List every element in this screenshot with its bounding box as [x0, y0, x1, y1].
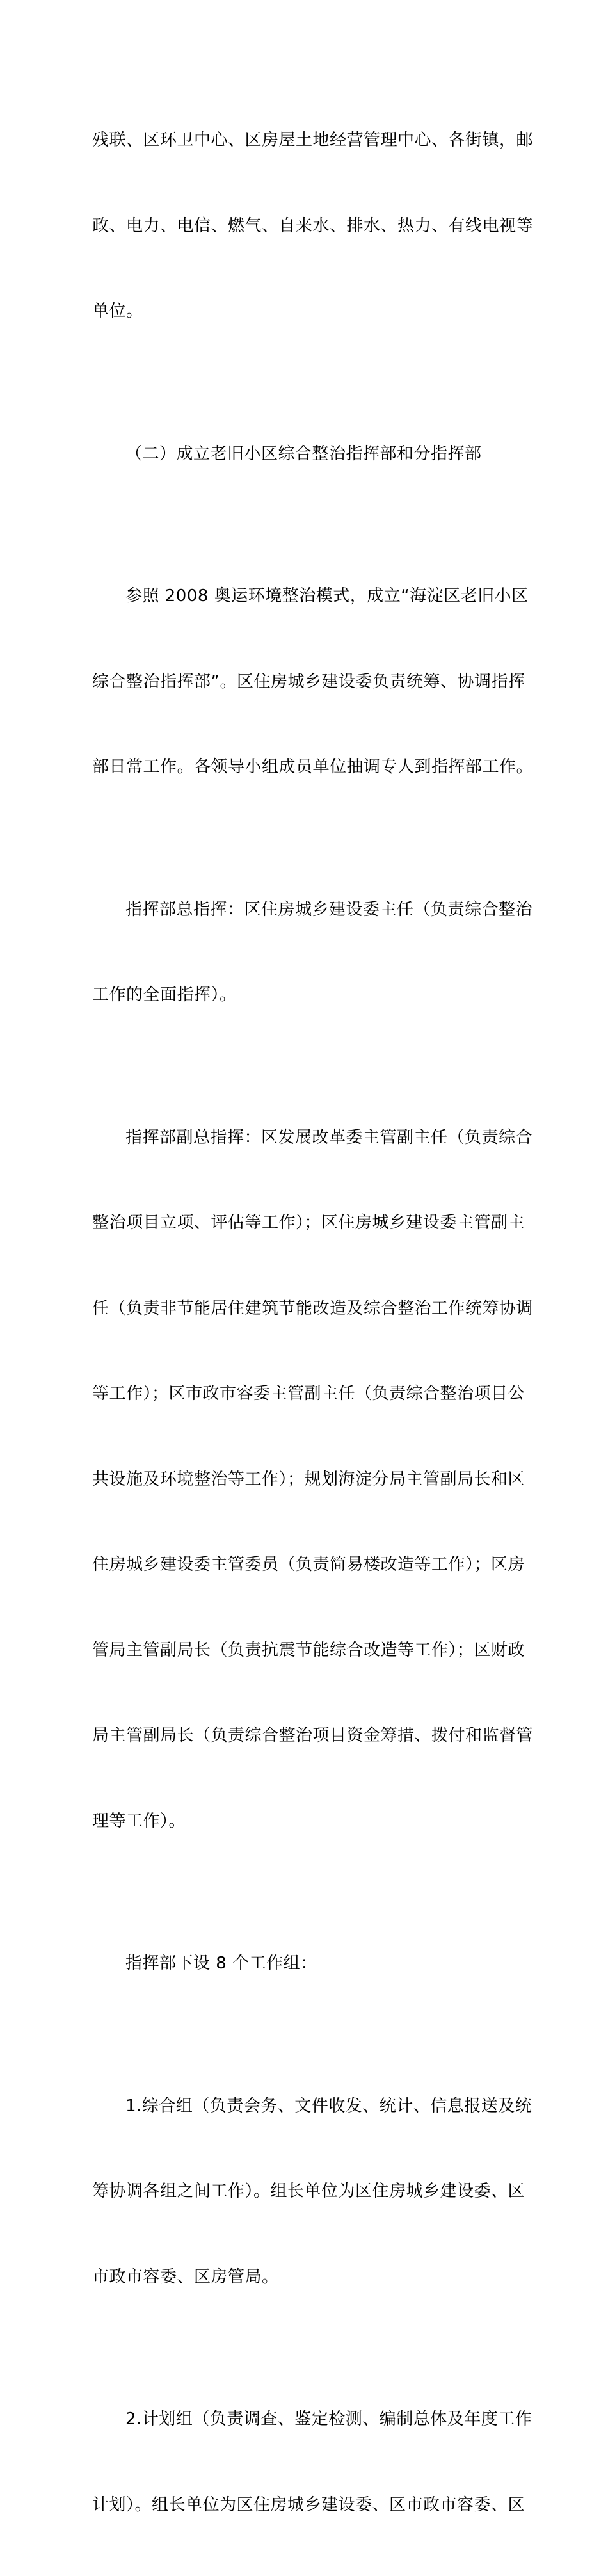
paragraph-group-1 — [92, 2035, 532, 2349]
paragraph-units-list — [92, 69, 534, 383]
text-line: 管局主管副局长（负责抗震节能综合改造等工作）；区财政 — [92, 1640, 525, 1660]
paragraph-headquarters — [92, 525, 534, 839]
text-line: 单位。 — [92, 302, 143, 321]
text-line: 1.综合组（负责会务、文件收发、统计、信息报送及统 — [125, 2096, 532, 2116]
text-line: 指挥部下设 8 个工作组： — [125, 1954, 317, 1973]
text-line: 理等工作）。 — [92, 1811, 186, 1831]
paragraph-deputy-commanders — [92, 1067, 534, 1893]
text-line: （二）成立老旧小区综合整治指挥部和分指挥部 — [125, 444, 482, 463]
text-line: 工作的全面指挥）。 — [92, 985, 237, 1004]
text-line: 等工作）；区市政市容委主管副主任（负责综合整治项目公 — [92, 1384, 525, 1403]
text-line: 任（负责非节能居住建筑节能改造及综合整治工作统筹协调 — [92, 1298, 534, 1318]
text-line: 市政市容委、区房管局。 — [92, 2267, 279, 2287]
paragraph-group-2 — [92, 2348, 532, 2576]
text-line: 政、电力、电信、燃气、自来水、排水、热力、有线电视等 — [92, 216, 534, 236]
paragraph-working-groups-intro — [92, 1892, 525, 2035]
text-line: 局主管副局长（负责综合整治项目资金筹措、拨付和监督管 — [92, 1726, 534, 1745]
text-line: 2.计划组（负责调查、鉴定检测、编制总体及年度工作 — [125, 2410, 532, 2429]
text-line: 计划）。组长单位为区住房城乡建设委、区市政市容委、区 — [92, 2495, 525, 2515]
text-line: 综合整治指挥部”。区住房城乡建设委负责统筹、协调指挥 — [92, 672, 525, 691]
text-line: 参照 2008 奥运环境整治模式，成立“海淀区老旧小区 — [125, 586, 529, 606]
text-line: 指挥部总指挥：区住房城乡建设委主任（负责综合整治 — [125, 899, 533, 919]
text-line: 筹协调各组之间工作）。组长单位为区住房城乡建设委、区 — [92, 2182, 525, 2201]
text-line: 共设施及环境整治等工作）；规划海淀分局主管副局长和区 — [92, 1469, 525, 1489]
text-line: 部日常工作。各领导小组成员单位抽调专人到指挥部工作。 — [92, 757, 534, 777]
text-line: 整治项目立项、评估等工作）；区住房城乡建设委主管副主 — [92, 1213, 525, 1232]
text-line: 住房城乡建设委主管委员（负责简易楼改造等工作）；区房 — [92, 1555, 525, 1574]
text-line: 残联、区环卫中心、区房屋土地经营管理中心、各街镇，邮 — [92, 131, 534, 150]
text-line: 指挥部副总指挥：区发展改革委主管副主任（负责综合 — [125, 1127, 533, 1147]
section-heading — [92, 383, 525, 526]
paragraph-commander — [92, 839, 533, 1067]
document-body — [92, 69, 534, 2576]
